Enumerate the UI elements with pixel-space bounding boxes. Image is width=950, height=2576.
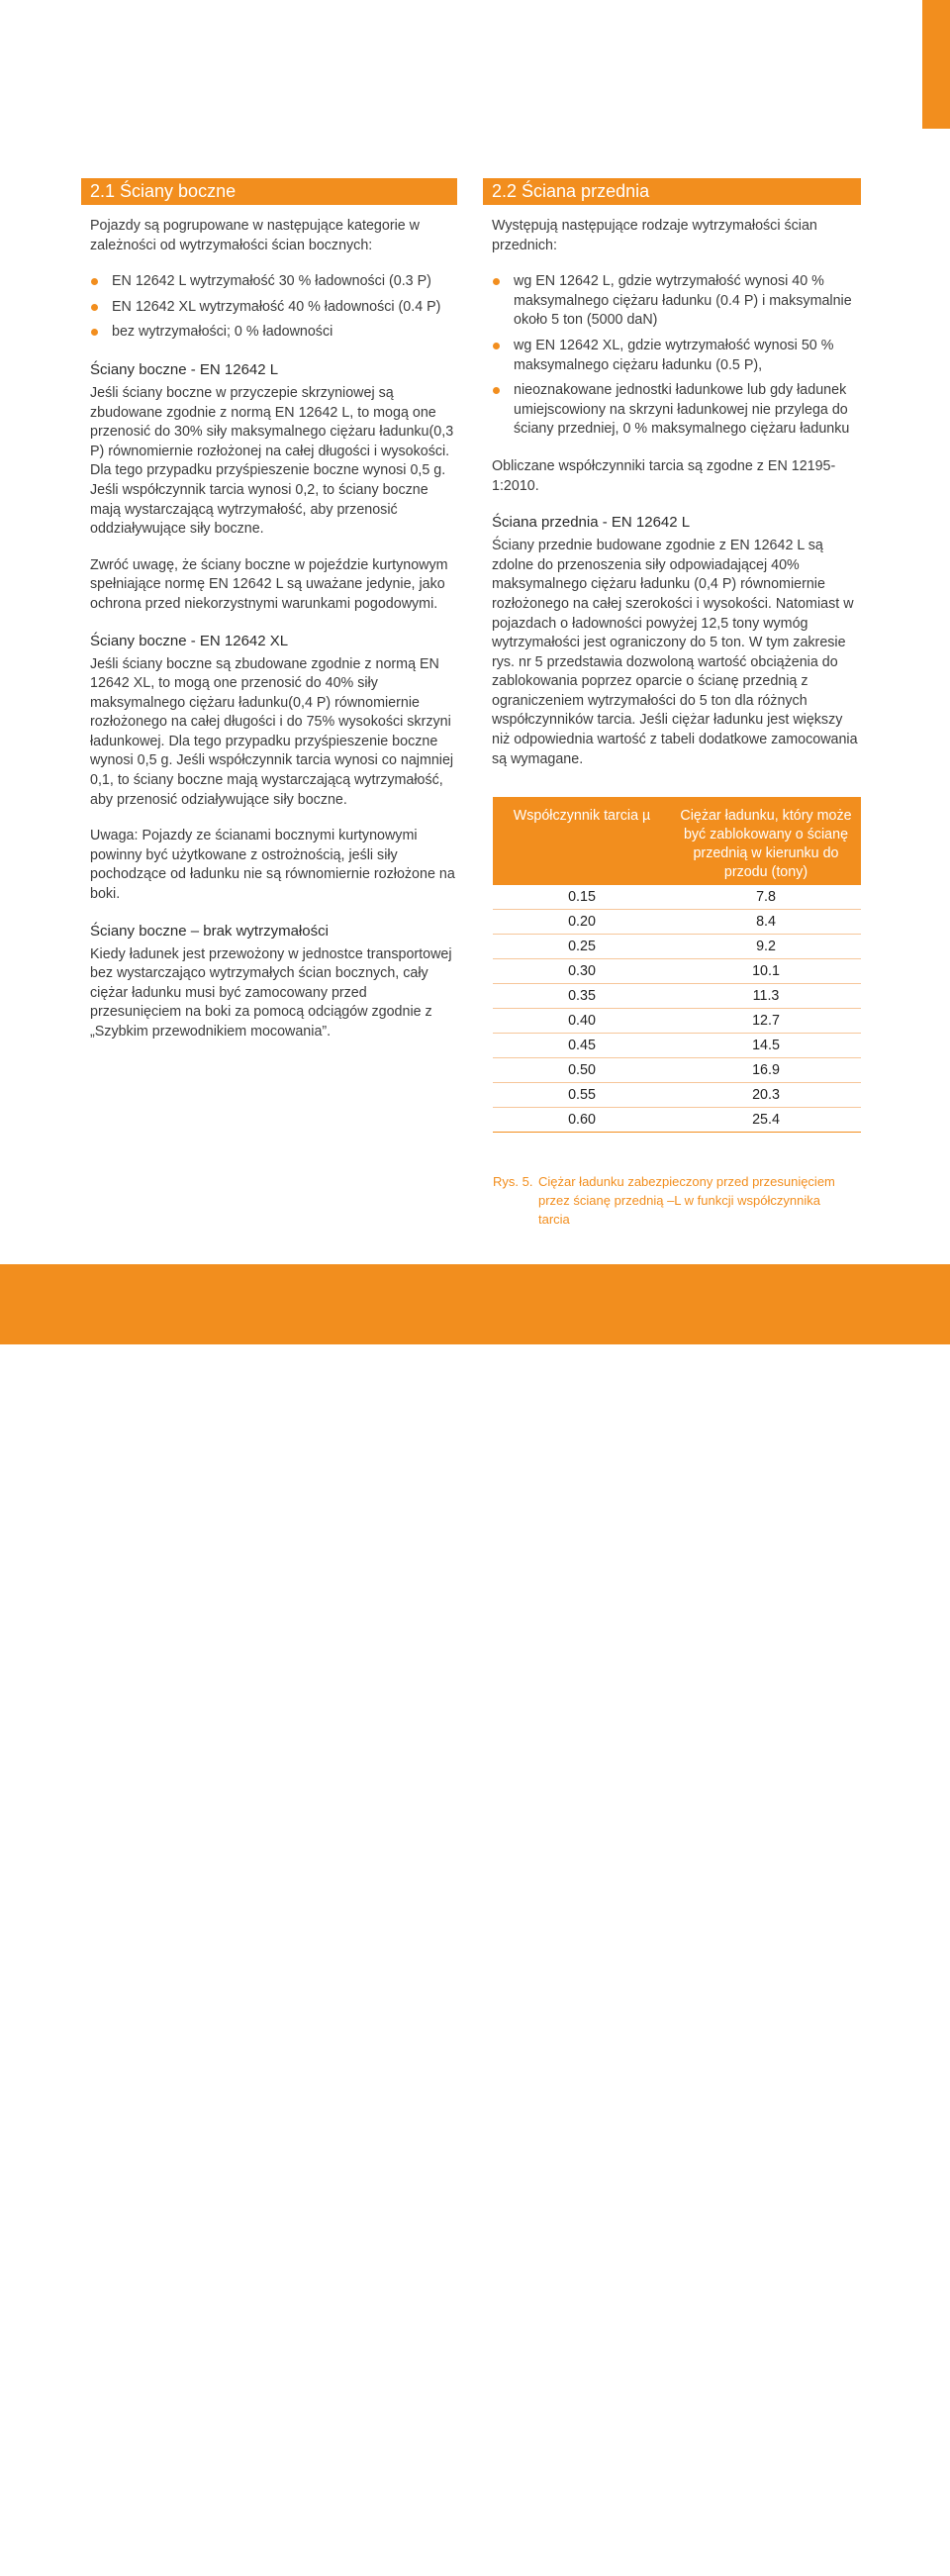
- table-row: [493, 1009, 861, 1034]
- cell-load-weight: 25.4: [671, 1108, 861, 1133]
- page-footer: [745, 2561, 859, 2576]
- bullet-icon: [493, 343, 500, 349]
- section-header-side-walls: 2.1 Ściany boczne: [81, 178, 457, 205]
- cell-load-weight: 8.4: [671, 910, 861, 935]
- cell-load-weight: 7.8: [671, 885, 861, 910]
- list-item: wg EN 12642 L, gdzie wytrzymałość wynosi 40 % maksymalnego ciężaru ładunku (0.4 P) i maksymalnie około 5 ton (5000 daN): [492, 272, 861, 331]
- cell-friction: 0.30: [493, 959, 671, 984]
- cell-load-weight: 14.5: [671, 1034, 861, 1058]
- heading-front-wall-l: Ściana przednia - EN 12642 L: [492, 514, 691, 532]
- table-row: [493, 885, 861, 910]
- friction-table-container: [493, 797, 861, 1133]
- bullet-icon: [493, 278, 500, 285]
- list-item: wg EN 12642 XL, gdzie wytrzymałość wynosi 50 % maksymalnego ciężaru ładunku (0.5 P),: [492, 337, 861, 375]
- paragraph-side-walls-l: Jeśli ściany boczne w przyczepie skrzyniowej są zbudowane zgodnie z normą EN 12642 L, to mogą one przenosić do 30% siły maksymalnego ciężaru ładunku(0,3 P) równomiernie rozłożonej na całej długości i wysokości. Dla tego przypadku przyśpieszenie boczne wynosi 0,5 g. Jeśli współczynnik tarcia wynosi 0,2, to ściany boczne mają wystarczającą wytrzymałość, aby przenosić oddziaływujące siły boczne.: [90, 384, 454, 538]
- side-walls-category-list: [90, 272, 457, 343]
- table-row: [493, 1058, 861, 1083]
- section-header-front-wall: 2.2 Ściana przednia: [483, 178, 861, 205]
- right-column: [483, 178, 861, 786]
- table-row: [493, 959, 861, 984]
- cell-load-weight: 20.3: [671, 1083, 861, 1108]
- table-row: [493, 984, 861, 1009]
- table-row: [493, 1083, 861, 1108]
- table-header-row: [493, 797, 861, 885]
- paragraph-side-walls-none: Kiedy ładunek jest przewożony w jednostce transportowej bez wystarczająco wytrzymałych ścian bocznych, cały ciężar ładunku musi być zamocowany przed przesunięciem na boki za pomocą odciągów zgodnie z „Szybkim przewodnikiem mocowania”.: [90, 945, 452, 1040]
- list-item: EN 12642 L wytrzymałość 30 % ładowności (0.3 P): [90, 272, 457, 292]
- cell-load-weight: 16.9: [671, 1058, 861, 1083]
- figure-number: Rys. 5.: [493, 1174, 533, 1189]
- cell-friction: 0.40: [493, 1009, 671, 1034]
- table-row: [493, 1034, 861, 1058]
- footer-divider: [839, 2561, 840, 2575]
- heading-side-walls-xl: Ściany boczne - EN 12642 XL: [90, 632, 289, 649]
- cell-friction: 0.50: [493, 1058, 671, 1083]
- bullet-icon: [91, 278, 98, 285]
- cell-friction: 0.20: [493, 910, 671, 935]
- list-item: bez wytrzymałości; 0 % ładowności: [90, 323, 457, 343]
- figure-caption: [493, 1172, 861, 1229]
- side-walls-intro: Pojazdy są pogrupowane w następujące kategorie w zależności od wytrzymałości ścian bocznych:: [90, 218, 421, 253]
- column-header-load-weight: Ciężar ładunku, który może być zablokowany o ścianę przednią w kierunku do przodu (tony): [671, 797, 861, 885]
- cell-load-weight: 11.3: [671, 984, 861, 1009]
- cell-load-weight: 12.7: [671, 1009, 861, 1034]
- heading-side-walls-none: Ściany boczne – brak wytrzymałości: [90, 922, 329, 940]
- left-column: [81, 178, 457, 1059]
- table-row: [493, 910, 861, 935]
- cell-friction: 0.45: [493, 1034, 671, 1058]
- footer-band: [0, 1264, 950, 2576]
- paragraph-front-wall-l: Ściany przednie budowane zgodnie z EN 12642 L są zdolne do przenoszenia siły odpowiadającej 40% maksymalnego ciężaru ładunku (0,4 P) równomiernie rozłożonego na całej szerokości i wysokości. Natomiast w pojazdach o ładowności powyżej 12,5 tony wymóg wytrzymałości jest ograniczony do 5 ton. W tym zakresie rys. nr 5 przedstawia dozwoloną wartość obciążenia do zablokowania poprzez oparcie o ścianę przednią z ograniczeniem wytrzymałości do 5 ton dla różnych współczynników tarcia. Jeśli ciężar ładunku jest większy niż odpowiednia wartość z tabeli dodatkowe zamocowania są wymagane.: [492, 538, 858, 767]
- paragraph-side-walls-xl: Jeśli ściany boczne są zbudowane zgodnie z normą EN 12642 XL, to mogą one przenosić do 40% siły maksymalnego ciężaru ładunku(0,4 P) równomiernie rozłożonego na całej długości i do 75% wysokości skrzyni ładunkowej. Dla tego przypadku przyśpieszenie boczne wynosi 0,5 g. Jeśli współczynnik tarcia wynosi co najmniej 0,1, to ściany boczne mają wystarczającą wytrzymałość, aby przenosić odziaływujące siły boczne.: [90, 655, 454, 808]
- list-item: EN 12642 XL wytrzymałość 40 % ładowności (0.4 P): [90, 298, 457, 318]
- table-row: [493, 1108, 861, 1133]
- bullet-icon: [493, 387, 500, 394]
- cell-load-weight: 9.2: [671, 935, 861, 959]
- paragraph-friction-standard: Obliczane współczynniki tarcia są zgodne z EN 12195-1:2010.: [492, 457, 836, 494]
- cell-friction: 0.15: [493, 885, 671, 910]
- heading-side-walls-l: Ściany boczne - EN 12642 L: [90, 360, 279, 378]
- cell-friction: 0.55: [493, 1083, 671, 1108]
- footer-section-name: Budowa pojazdu: [744, 2562, 833, 2576]
- paragraph-curtain-note: Zwróć uwagę, że ściany boczne w pojeździe kurtynowym spełniające normę EN 12642 L są uważane jedynie, jako ochrona przed niekorzystnymi warunkami pogodowymi.: [90, 556, 448, 612]
- friction-table: [493, 797, 861, 1133]
- front-wall-intro: Występują następujące rodzaje wytrzymałości ścian przednich:: [492, 218, 817, 253]
- list-item: nieoznakowane jednostki ładunkowe lub gdy ładunek umiejscowiony na skrzyni ładunkowej nie przylega do ściany przedniej, 0 % maksymalnego ciężaru ładunku: [492, 381, 861, 440]
- bullet-icon: [91, 304, 98, 311]
- cell-friction: 0.35: [493, 984, 671, 1009]
- cell-load-weight: 10.1: [671, 959, 861, 984]
- column-header-friction: Współczynnik tarcia µ: [493, 797, 671, 885]
- front-wall-type-list: [492, 272, 861, 440]
- table-body: [493, 885, 861, 1133]
- paragraph-warning-note: Uwaga: Pojazdy ze ścianami bocznymi kurtynowymi powinny być użytkowane z ostrożnością, jeśli siły pochodzące od ładunku nie są równomiernie rozłożone na boki.: [90, 828, 455, 903]
- table-row: [493, 935, 861, 959]
- orange-corner-strip: [922, 0, 950, 129]
- cell-friction: 0.60: [493, 1108, 671, 1133]
- figure-caption-text: Ciężar ładunku zabezpieczony przed przesunięciem przez ścianę przednią –L w funkcji współczynnika tarcia: [538, 1174, 835, 1227]
- cell-friction: 0.25: [493, 935, 671, 959]
- bullet-icon: [91, 329, 98, 336]
- page-number: 13: [845, 2562, 859, 2576]
